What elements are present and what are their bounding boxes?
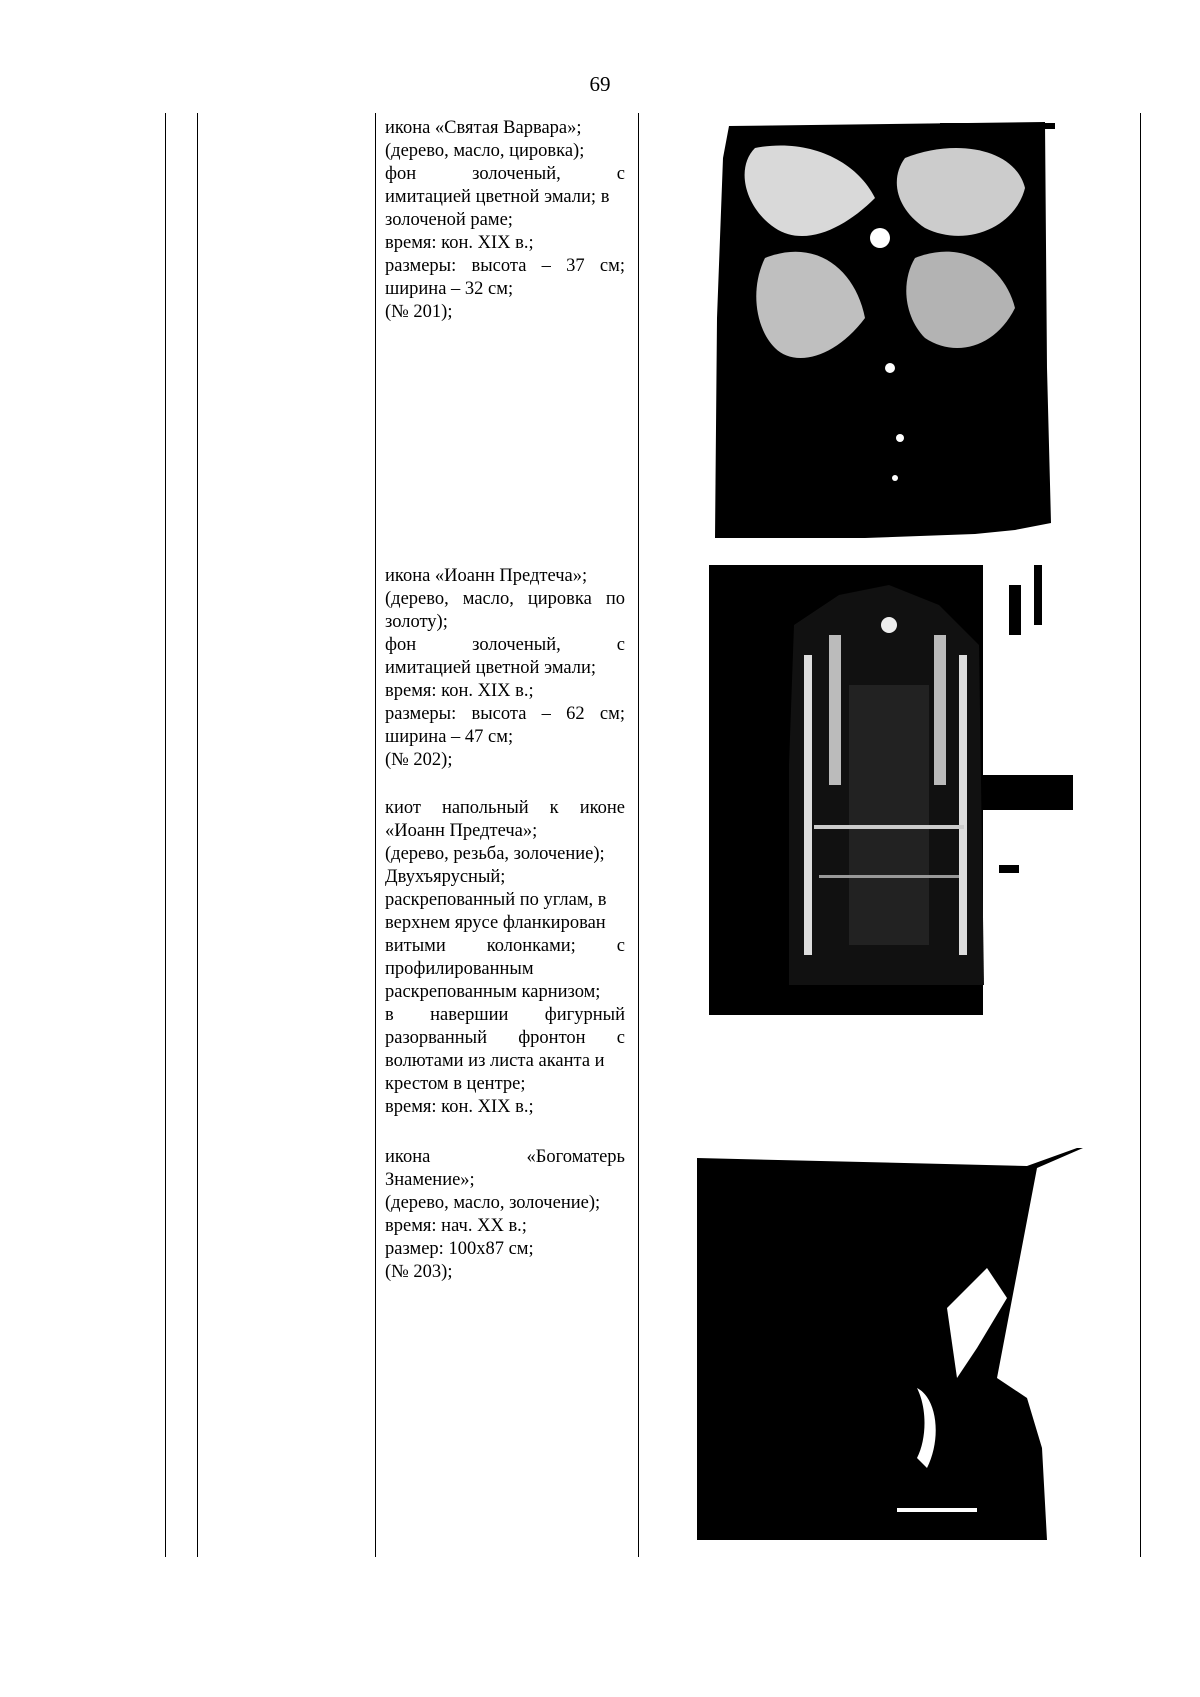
table-rule-4 xyxy=(638,113,639,1557)
entry-line: время: нач. XX в.; xyxy=(385,1216,527,1236)
entry-line: Знамение»; xyxy=(385,1170,475,1190)
table-rule-5 xyxy=(1140,113,1141,1557)
entry-line: размер: 100х87 см; xyxy=(385,1239,534,1259)
entry-line: Двухъярусный; xyxy=(385,867,506,887)
photo-icon-virgin-of-the-sign xyxy=(697,1148,1083,1540)
photo-icon-john-the-baptist-kiot xyxy=(709,565,1073,1015)
entry-icon-john-the-baptist xyxy=(385,565,625,772)
entry-line: (№ 203); xyxy=(385,1262,453,1282)
entry-line: имитацией цветной эмали; в xyxy=(385,187,610,207)
table-rule-3 xyxy=(375,113,376,1557)
entry-line: в навершии фигурный xyxy=(385,1005,625,1025)
entry-line: икона «Иоанн Предтеча»; xyxy=(385,566,588,586)
entry-line: размеры: высота – 37 см; xyxy=(385,256,625,276)
entry-line: крестом в центре; xyxy=(385,1074,526,1094)
table-rule-2 xyxy=(197,113,198,1557)
entry-icon-virgin-of-the-sign xyxy=(385,1146,625,1284)
entry-line: (дерево, масло, цировка по xyxy=(385,589,625,609)
entry-line: время: кон. XIX в.; xyxy=(385,1097,534,1117)
entry-icon-saint-barbara xyxy=(385,117,625,324)
entry-line: витыми колонками; с xyxy=(385,936,625,956)
entry-line: (№ 202); xyxy=(385,750,453,770)
entry-line: верхнем ярусе фланкирован xyxy=(385,913,606,933)
entry-line: (дерево, масло, золочение); xyxy=(385,1193,601,1213)
entry-line: (№ 201); xyxy=(385,302,453,322)
entry-line: размеры: высота – 62 см; xyxy=(385,704,625,724)
entry-line: раскрепованным карнизом; xyxy=(385,982,601,1002)
entry-line: фон золоченый, с xyxy=(385,635,625,655)
entry-line: фон золоченый, с xyxy=(385,164,625,184)
entry-line: ширина – 32 см; xyxy=(385,279,514,299)
table-rule-1 xyxy=(165,113,166,1557)
entry-line: (дерево, масло, цировка); xyxy=(385,141,585,161)
photo-icon-saint-barbara xyxy=(715,118,1057,540)
entry-line: имитацией цветной эмали; xyxy=(385,658,597,678)
entry-line: киот напольный к иконе xyxy=(385,798,625,818)
entry-line: икона «Богоматерь xyxy=(385,1147,625,1167)
entry-line: золоченой раме; xyxy=(385,210,513,230)
entry-line: разорванный фронтон с xyxy=(385,1028,625,1048)
entry-line: волютами из листа аканта и xyxy=(385,1051,605,1071)
entry-line: (дерево, резьба, золочение); xyxy=(385,844,605,864)
entry-line: золоту); xyxy=(385,612,448,632)
entry-line: время: кон. XIX в.; xyxy=(385,681,534,701)
entry-line: раскрепованный по углам, в xyxy=(385,890,607,910)
entry-line: икона «Святая Варвара»; xyxy=(385,118,582,138)
entry-line: профилированным xyxy=(385,959,534,979)
entry-floor-kiot xyxy=(385,797,625,1119)
entry-line: ширина – 47 см; xyxy=(385,727,514,747)
entry-line: время: кон. XIX в.; xyxy=(385,233,534,253)
page-number: 69 xyxy=(589,72,611,96)
entry-line: «Иоанн Предтеча»; xyxy=(385,821,538,841)
